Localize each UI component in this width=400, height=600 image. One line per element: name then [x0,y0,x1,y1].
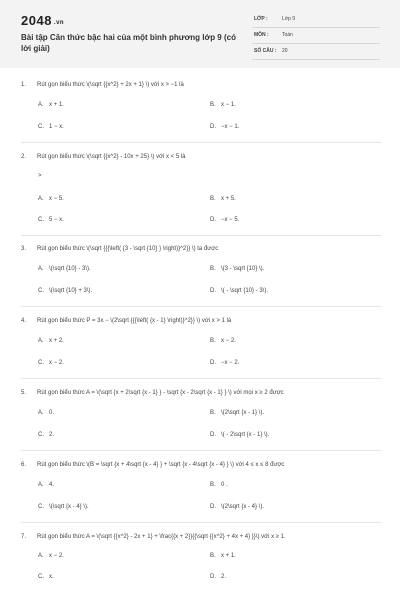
option-b[interactable] [210,410,264,416]
option-b[interactable] [210,102,236,108]
meta-label: LỚP : [254,16,268,22]
question-number: 6. [21,462,27,468]
question-text: Rút gọn biểu thức \(\sqrt {{x^2} - 10x + 25} \) với x < 5 là [37,154,186,160]
option-c[interactable] [38,432,54,438]
option-label: D. [210,288,216,294]
logo-text: 2048 [21,13,52,28]
option-d[interactable] [210,504,264,510]
option-a[interactable] [38,196,64,202]
option-text: \(\sqrt {10} + 3\). [49,288,93,294]
question-text: Rút gọn biểu thức A = \(\sqrt {{x^2} - 2x + 1} + \frac{{x + 2}}{{\sqrt {{x^2} + 4x + 4} }}\) với x ≥ 1. [37,534,286,540]
question-number: 3. [21,246,27,252]
option-d[interactable] [210,217,239,223]
option-text: \(\sqrt {10} - 3\). [49,266,91,272]
option-a[interactable] [38,102,64,108]
option-a[interactable] [38,266,91,272]
option-label: D. [210,574,216,580]
option-label: A. [38,102,44,108]
question-number: 2. [21,154,27,160]
option-text: 0 . [221,482,228,488]
logo-suffix: .vn [53,20,65,26]
option-d[interactable] [210,124,239,130]
option-label: D. [210,432,216,438]
option-b[interactable] [210,266,264,272]
option-d[interactable] [210,360,239,366]
option-text: 2. [49,432,55,438]
question-stem [21,532,381,542]
question-text: Rút gọn biểu thức P = 3x − \(2\sqrt {{{\left( {x - 1} \right)}^2}} \) với x > 1 là [37,318,232,324]
question-stem [21,244,381,254]
question-text: Rút gọn biểu thức \(\sqrt {{x^2} + 2x + 1} \) với x > −1 là [37,82,184,88]
option-text: −x − 5. [221,217,240,223]
option-label: C. [38,574,44,580]
question-number: 5. [21,390,27,396]
option-text: x + 1. [49,102,64,108]
option-d[interactable] [210,574,226,580]
option-text: x − 2. [221,338,236,344]
option-text: −x − 1. [221,124,240,130]
option-text: \(3 - \sqrt {10} \). [221,266,265,272]
option-text: −x − 2. [221,360,240,366]
meta-label: SỐ CÂU : [254,48,277,54]
question-text: Rút gọn biểu thức \(B = \sqrt {x + 4\sqrt {x - 4} } + \sqrt {x - 4\sqrt {x - 4} } \) với 4 ≤ x ≤ 8 được [37,462,285,468]
option-label: C. [38,124,44,130]
option-text: 5 − x. [49,217,64,223]
option-text: \(2\sqrt {x - 4} \). [221,504,265,510]
option-text: x + 1. [221,553,236,559]
meta-class [252,12,380,28]
option-label: C. [38,288,44,294]
option-label: A. [38,338,44,344]
option-c[interactable] [38,288,92,294]
option-text: \(2\sqrt {x - 1} \). [221,410,265,416]
option-c[interactable] [38,360,64,366]
option-text: x − 2. [49,360,64,366]
option-label: B. [210,410,216,416]
option-text: \(\sqrt {x - 4} \). [49,504,89,510]
option-a[interactable] [38,482,54,488]
option-label: A. [38,410,44,416]
option-c[interactable] [38,504,89,510]
option-d[interactable] [210,288,268,294]
option-text: x + 2. [49,338,64,344]
option-text: 1 − x. [49,124,64,130]
option-label: D. [210,360,216,366]
page-title: Bài tập Căn thức bậc hai của một bình phương lớp 9 (có lời giải) [21,33,236,53]
meta-count [252,44,380,60]
question-stem [21,80,381,90]
meta-subject [252,28,380,44]
option-text: 4. [49,482,55,488]
option-text: \( - \sqrt {10} - 3\). [221,288,269,294]
option-a[interactable] [38,553,64,559]
question-text: Rút gọn biểu thức A = \(\sqrt {x + 2\sqrt {x - 1} } - \sqrt {x - 2\sqrt {x - 1} } \) với mọi x ≥ 2 được [37,390,284,396]
option-label: C. [38,360,44,366]
option-label: B. [210,553,216,559]
option-b[interactable] [210,338,236,344]
option-a[interactable] [38,338,64,344]
question-text: Rút gọn biểu thức \(\sqrt {{{\left( {3 - \sqrt {10} } \right)}^2}} \) ta được [37,246,219,252]
meta-label: MÔN : [254,32,269,38]
divider [21,235,381,236]
option-label: C. [38,504,44,510]
option-label: B. [210,482,216,488]
option-b[interactable] [210,482,228,488]
question-stem [21,388,381,398]
site-logo[interactable] [21,13,64,28]
option-b[interactable] [210,553,236,559]
option-text: x − 5. [49,196,64,202]
question-stem [21,152,381,162]
divider [21,378,381,379]
option-label: D. [210,504,216,510]
question-number: 1. [21,82,27,88]
question-stem [21,460,381,470]
option-c[interactable] [38,217,64,223]
question-number: 4. [21,318,27,324]
option-label: C. [38,432,44,438]
option-label: A. [38,553,44,559]
option-label: A. [38,196,44,202]
question-extra: > [38,173,42,179]
option-text: \( - 2\sqrt {x - 1} \). [221,432,270,438]
option-text: x. [49,574,54,580]
option-label: B. [210,196,216,202]
question-stem [21,316,381,326]
question-number: 7. [21,534,27,540]
option-text: x − 1. [221,102,236,108]
divider [21,306,381,307]
meta-value: 20 [282,48,288,54]
option-b[interactable] [210,196,236,202]
option-label: A. [38,482,44,488]
option-label: B. [210,102,216,108]
option-label: A. [38,266,44,272]
option-label: D. [210,124,216,130]
option-c[interactable] [38,124,64,130]
divider [21,522,381,523]
divider [21,142,381,143]
option-c[interactable] [38,574,54,580]
option-label: B. [210,338,216,344]
option-a[interactable] [38,410,54,416]
option-text: x + 5. [221,196,236,202]
option-text: 2. [221,574,227,580]
option-text: x − 2. [49,553,64,559]
page-header [0,0,400,68]
option-d[interactable] [210,432,269,438]
option-label: B. [210,266,216,272]
divider [21,450,381,451]
option-label: D. [210,217,216,223]
meta-value: Lớp 9 [282,16,296,22]
meta-value: Toán [282,32,293,38]
option-label: C. [38,217,44,223]
option-text: 0. [49,410,55,416]
